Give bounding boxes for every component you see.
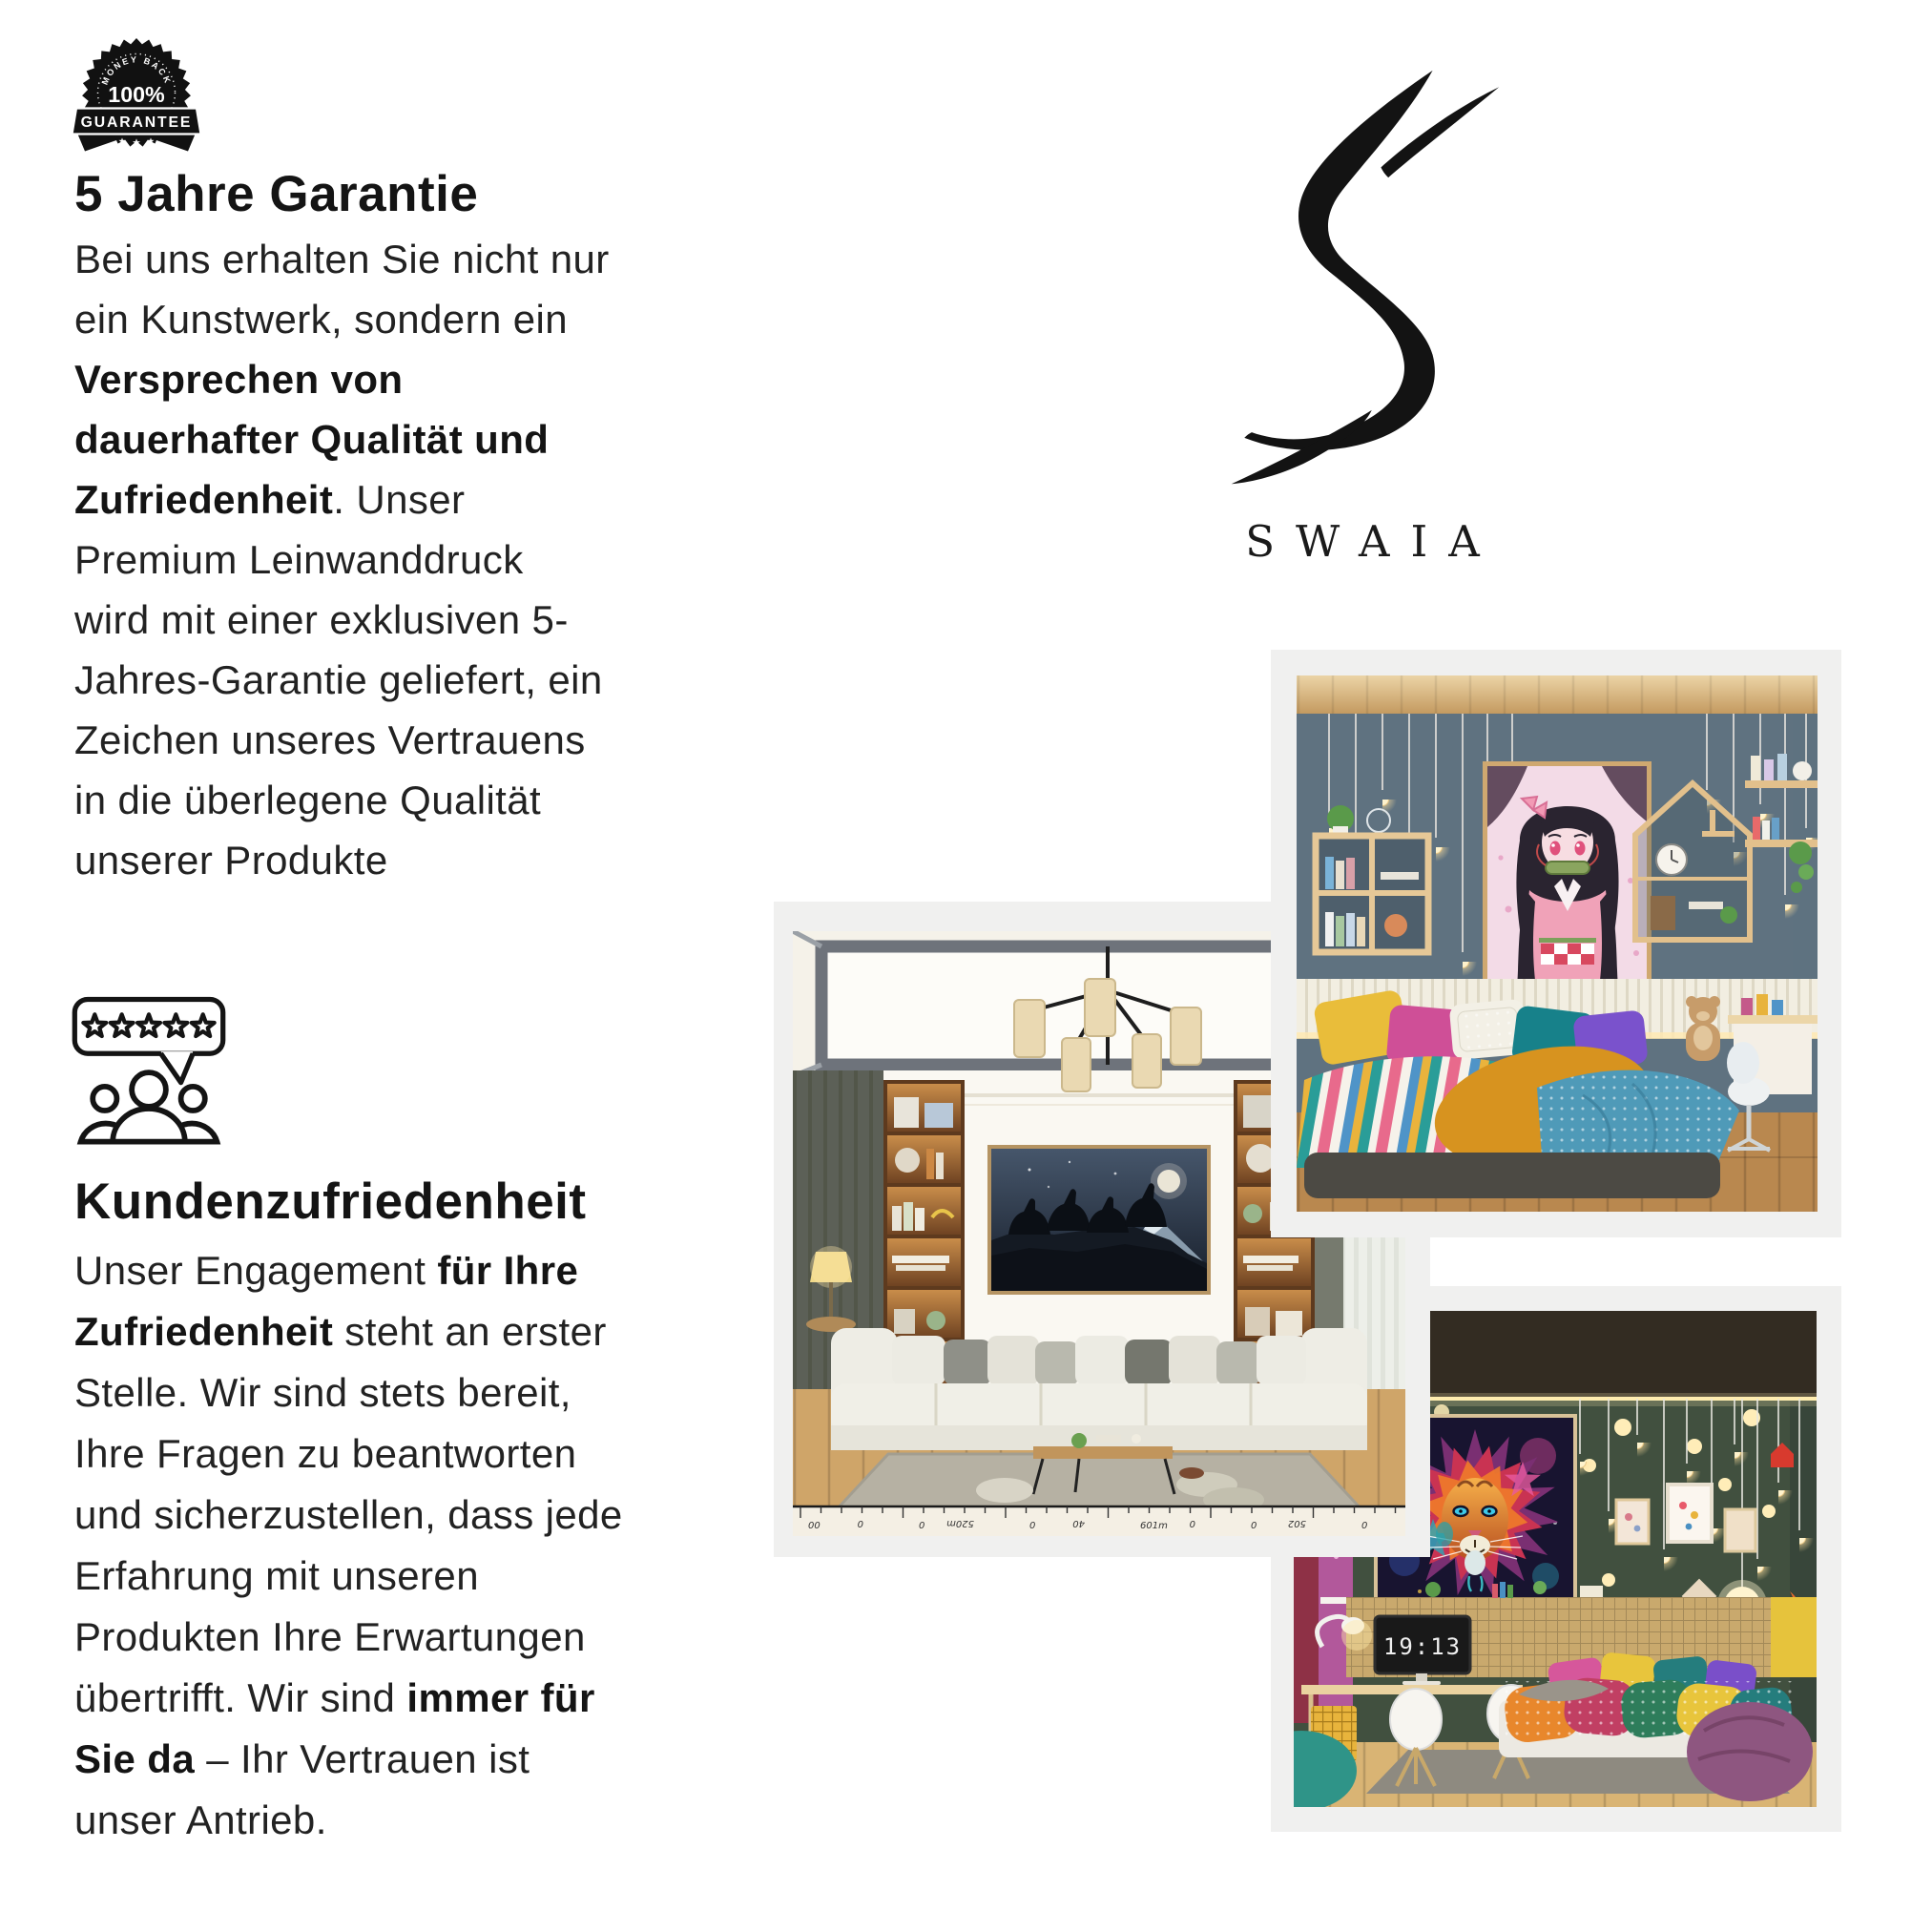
brand-s-mark <box>1221 67 1507 491</box>
svg-text:0: 0 <box>1251 1521 1257 1531</box>
teddy-bear <box>1686 996 1720 1061</box>
photo-card-anime-room <box>1271 650 1841 1237</box>
five-star-review-people-icon <box>69 994 229 1145</box>
svg-text:00: 00 <box>808 1521 821 1531</box>
rug <box>837 1454 1361 1509</box>
satisfaction-heading: Kundenzufriedenheit <box>74 1174 587 1230</box>
guarantee-paragraph: Bei uns erhalten Sie nicht nur ein Kunstwerk, sondern ein Versprechen von dauerhafter Qualität und Zufriedenheit. Unser Premium Leinwanddruck wird mit einer exklusiven 5- Jahres-Garantie geliefert, ein Zeichen unseres Vertrauens in die überlegene Qualität unserer Produkte <box>74 237 610 883</box>
svg-text:601m: 601m <box>1140 1521 1168 1531</box>
svg-text:0: 0 <box>1029 1521 1036 1531</box>
people-group <box>81 1072 218 1141</box>
badge-arc-text: MONEY BACK <box>99 54 174 87</box>
monitor-clock: 19:13 <box>1382 1633 1463 1660</box>
kids-room-anime-canvas-photo <box>1297 675 1818 1212</box>
brand-logo <box>1212 67 1517 601</box>
svg-text:520m: 520m <box>946 1518 974 1528</box>
badge-banner-text: GUARANTEE <box>80 114 193 131</box>
svg-text:502: 502 <box>1287 1518 1306 1528</box>
svg-text:0: 0 <box>1189 1518 1195 1528</box>
satisfaction-paragraph: Unser Engagement für Ihre Zufriedenheit steht an erster Stelle. Wir sind stets bereit, Ihre Fragen zu beantworten und sicherzustellen, dass jede Erfahrung mit unseren Produkten Ihre Erwartungen übertrifft. Wir sind immer für Sie da – Ihr Vertrauen ist unser Antrieb. <box>74 1248 623 1842</box>
sectional-sofa <box>831 1328 1367 1450</box>
bed-base <box>1304 1153 1720 1198</box>
money-back-guarantee-seal-icon <box>65 32 208 158</box>
svg-text:0: 0 <box>919 1521 925 1531</box>
svg-text:0: 0 <box>857 1518 863 1528</box>
canvas-print-wolves <box>987 1145 1211 1295</box>
bean-bag-purple <box>1687 1702 1813 1801</box>
brand-wordmark: SWAIA <box>1245 516 1501 567</box>
ruler-strip <box>793 1506 1405 1536</box>
svg-text:0: 0 <box>1361 1521 1368 1531</box>
badge-center-text: 100% <box>108 81 165 107</box>
canvas-print-anime <box>1483 761 1652 1000</box>
svg-text:40: 40 <box>1072 1518 1085 1528</box>
guarantee-heading: 5 Jahre Garantie <box>74 166 479 222</box>
